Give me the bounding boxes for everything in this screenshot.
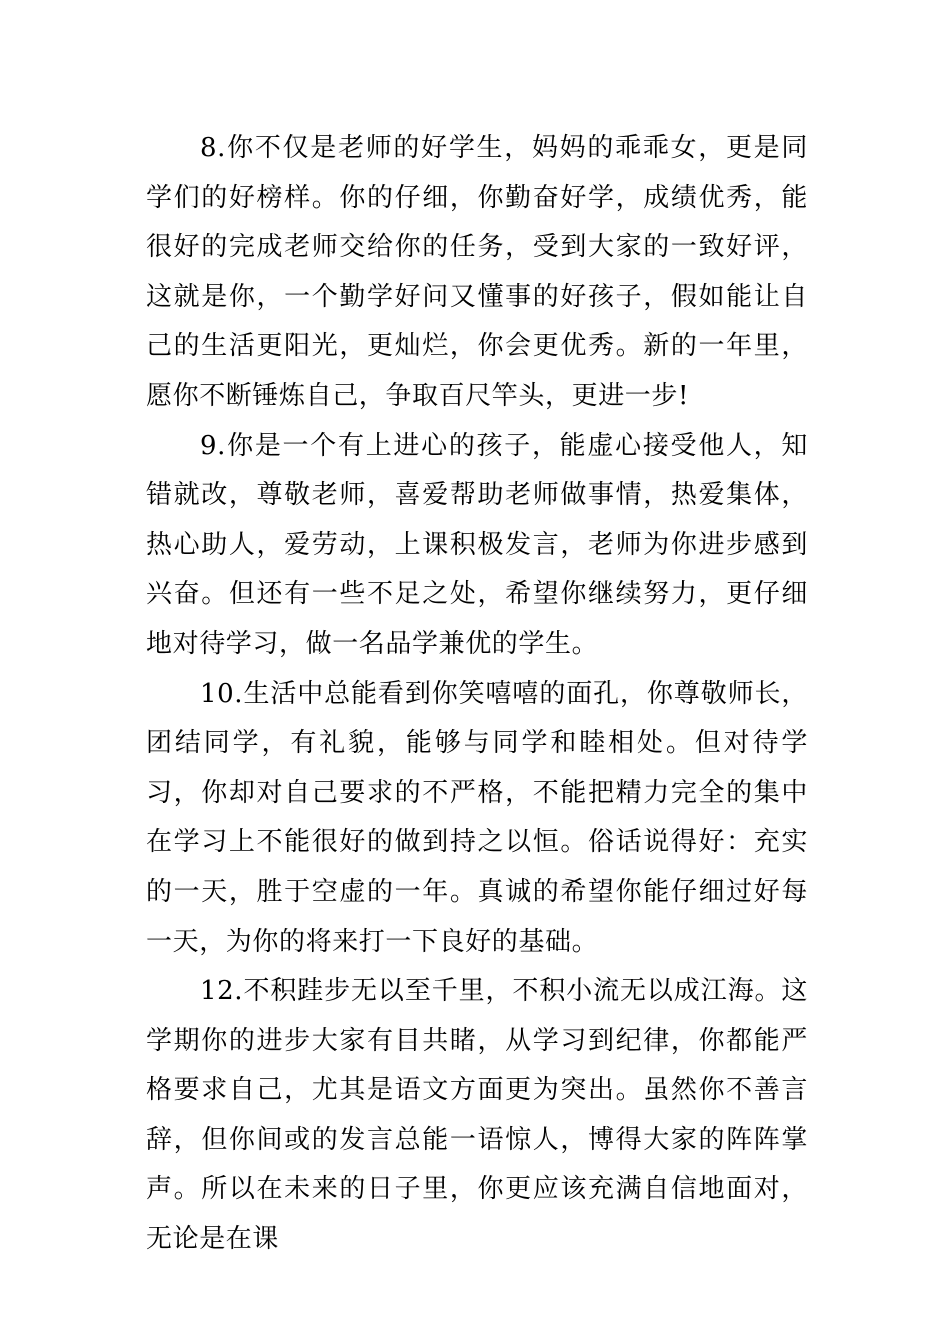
paragraph-9: 9.你是一个有上进心的孩子，能虚心接受他人，知错就改，尊敬老师，喜爱帮助老师做事情，热爱集体，热心助人，爱劳动，上课积极发言，老师为你进步感到兴奋。但还有一些不足之处，希望你继续努力，更仔细地对待学习，做一名品学兼优的学生。 bbox=[146, 430, 808, 659]
paragraph-12: 12.不积跬步无以至千里，不积小流无以成江海。这学期你的进步大家有目共睹，从学习到纪律，你都能严格要求自己，尤其是语文方面更为突出。虽然你不善言辞，但你间或的发言总能一语惊人，博得大家的阵阵掌声。所以在未来的日子里，你更应该充满自信地面对，无论是在课 bbox=[146, 976, 808, 1255]
document-body bbox=[146, 124, 808, 1265]
paragraph-10: 10.生活中总能看到你笑嘻嘻的面孔，你尊敬师长，团结同学，有礼貌，能够与同学和睦相处。但对待学习，你却对自己要求的不严格，不能把精力完全的集中在学习上不能很好的做到持之以恒。俗话说得好：充实的一天，胜于空虚的一年。真诚的希望你能仔细过好每一天，为你的将来打一下良好的基础。 bbox=[146, 678, 808, 957]
paragraph-8: 8.你不仅是老师的好学生，妈妈的乖乖女，更是同学们的好榜样。你的仔细，你勤奋好学，成绩优秀，能很好的完成老师交给你的任务，受到大家的一致好评，这就是你，一个勤学好问又懂事的好孩子，假如能让自己的生活更阳光，更灿烂，你会更优秀。新的一年里，愿你不断锤炼自己，争取百尺竿头，更进一步! bbox=[146, 133, 808, 411]
